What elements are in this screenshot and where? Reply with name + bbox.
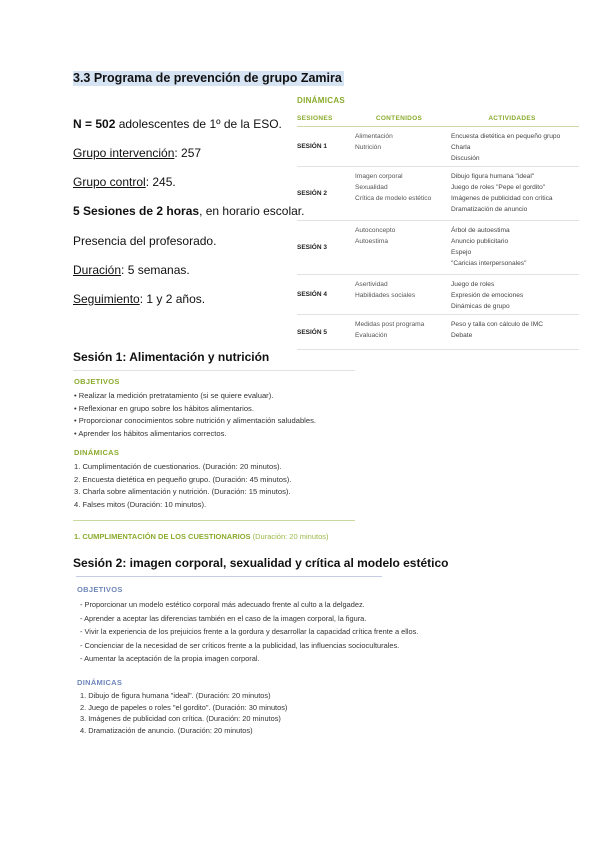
list-item: 3. Charla sobre alimentación y nutrición. (Duración: 15 minutos). bbox=[74, 487, 291, 496]
actividad-item: Anuncio publicitario bbox=[451, 238, 509, 245]
table-row bbox=[297, 127, 579, 167]
header-sesiones: SESIONES bbox=[297, 114, 333, 122]
actividades-cell bbox=[451, 275, 579, 314]
grupo-control-line bbox=[73, 175, 176, 190]
actividad-item: Juego de roles bbox=[451, 281, 495, 288]
sesion1-title: Sesión 1: Alimentación y nutrición bbox=[73, 350, 270, 364]
sesion2-title: Sesión 2: imagen corporal, sexualidad y crítica al modelo estético bbox=[73, 556, 449, 570]
seguimiento-value: : 1 y 2 años. bbox=[139, 292, 206, 306]
sesion1-objetivos-list bbox=[74, 390, 364, 440]
session-cell: SESIÓN 5 bbox=[297, 328, 327, 336]
contenido-item: Evaluación bbox=[355, 332, 388, 339]
actividad-item: Discusión bbox=[451, 155, 480, 162]
grupo-control-label: Grupo control bbox=[73, 175, 146, 189]
sesion1-green-divider bbox=[73, 520, 355, 521]
list-item: - Concienciar de la necesidad de ser críticos frente a la publicidad, las influencias socioculturales. bbox=[80, 640, 400, 650]
sesion1-divider bbox=[73, 370, 355, 371]
actividad-item: Expresión de emociones bbox=[451, 292, 524, 299]
sesion2-divider bbox=[76, 576, 382, 577]
actividad-item: Charla bbox=[451, 144, 471, 151]
n-rest: adolescentes de 1º de la ESO. bbox=[115, 117, 282, 131]
contenido-item: Autoestima bbox=[355, 238, 388, 245]
sesion1-dinamicas-label: DINÁMICAS bbox=[74, 448, 120, 457]
contenidos-cell bbox=[355, 315, 451, 349]
contenido-item: Asertividad bbox=[355, 281, 388, 288]
header-actividades: ACTIVIDADES bbox=[488, 114, 536, 122]
seguimiento-line bbox=[73, 292, 205, 307]
grupo-control-value: : 245. bbox=[145, 175, 176, 189]
duracion-value: : 5 semanas. bbox=[121, 263, 190, 277]
cuestionarios-duration: (Duración: 20 minutos) bbox=[250, 532, 329, 541]
sesion2-dinamicas-label: DINÁMICAS bbox=[77, 678, 123, 687]
sesiones-line bbox=[73, 204, 304, 219]
list-item: - Proporcionar un modelo estético corporal más adecuado frente al culto a la delgadez. bbox=[80, 600, 365, 609]
dinamicas-table-title: DINÁMICAS bbox=[297, 96, 346, 105]
list-item: • Realizar la medición pretratamiento (si se quiere evaluar). bbox=[74, 391, 274, 400]
header-contenidos: CONTENIDOS bbox=[375, 114, 423, 122]
dinamicas-table-header bbox=[297, 110, 579, 127]
table-row bbox=[297, 167, 579, 221]
cuestionarios-label: 1. CUMPLIMENTACIÓN DE LOS CUESTIONARIOS bbox=[74, 532, 251, 541]
actividad-item: "Caricias interpersonales" bbox=[451, 260, 527, 267]
list-item: • Proporcionar conocimientos sobre nutrición y alimentación saludables. bbox=[74, 416, 316, 425]
contenido-item: Imagen corporal bbox=[355, 173, 403, 180]
list-item: 1. Dibujo de figura humana "ideal". (Duración: 20 minutos) bbox=[80, 691, 271, 700]
list-item: 4. Falses mitos (Duración: 10 minutos). bbox=[74, 499, 207, 509]
contenido-item: Sexualidad bbox=[355, 184, 388, 191]
list-item: 2. Encuesta dietética en pequeño grupo. (Duración: 45 minutos). bbox=[74, 474, 292, 484]
sesion2-objetivos-list bbox=[80, 598, 420, 666]
list-item: - Aprender a aceptar las diferencias también en el caso de la imagen corporal, la figura. bbox=[80, 613, 367, 623]
list-item: 2. Juego de papeles o roles "el gordito". (Duración: 30 minutos) bbox=[80, 702, 288, 712]
duracion-line bbox=[73, 263, 190, 278]
grupo-intervencion-label: Grupo intervención bbox=[73, 146, 175, 160]
list-item: • Aprender los hábitos alimentarios correctos. bbox=[74, 428, 227, 438]
contenido-item: Medidas post programa bbox=[355, 321, 425, 328]
seguimiento-label: Seguimiento bbox=[73, 292, 140, 306]
grupo-intervencion-line bbox=[73, 146, 201, 161]
list-item: • Reflexionar en grupo sobre los hábitos alimentarios. bbox=[74, 403, 254, 413]
grupo-intervencion-value: : 257 bbox=[174, 146, 202, 160]
actividad-item: Árbol de autoestima bbox=[451, 227, 510, 234]
actividad-item: Encuesta dietética en pequeño grupo bbox=[451, 133, 561, 140]
duracion-label: Duración bbox=[73, 263, 122, 277]
actividad-item: Dibujo figura humana "ideal" bbox=[451, 173, 535, 180]
contenido-item: Crítica de modelo estético bbox=[355, 195, 432, 202]
dinamicas-table-body bbox=[297, 127, 579, 350]
actividad-item: Imágenes de publicidad con crítica bbox=[451, 195, 553, 202]
session-cell: SESIÓN 3 bbox=[297, 244, 327, 251]
table-row bbox=[297, 221, 579, 275]
dinamicas-table bbox=[297, 110, 579, 350]
sesiones-rest: , en horario escolar. bbox=[199, 204, 305, 218]
list-item: 4. Dramatización de anuncio. (Duración: 20 minutos) bbox=[80, 725, 253, 735]
actividades-cell bbox=[451, 315, 579, 349]
list-item: - Vivir la experiencia de los prejuicios frente a la gordura y desarrollar la capacidad crítica frente a ellos. bbox=[80, 627, 419, 636]
contenidos-cell bbox=[355, 167, 451, 220]
actividad-item: Dinámicas de grupo bbox=[451, 303, 510, 310]
sesion1-objetivos-label: OBJETIVOS bbox=[74, 377, 120, 386]
sesion2-dinamicas-list bbox=[80, 690, 380, 736]
presencia-line: Presencia del profesorado. bbox=[73, 234, 217, 248]
actividad-item: Espejo bbox=[451, 249, 472, 256]
cuestionarios-heading bbox=[74, 532, 329, 541]
list-item: - Aumentar la aceptación de la propia imagen corporal. bbox=[80, 654, 260, 663]
sesion1-dinamicas-list bbox=[74, 461, 364, 511]
table-row bbox=[297, 315, 579, 350]
actividades-cell bbox=[451, 167, 579, 220]
sesiones-bold: 5 Sesiones de 2 horas bbox=[73, 204, 200, 218]
sesion2-objetivos-label: OBJETIVOS bbox=[77, 585, 123, 594]
table-row bbox=[297, 275, 579, 315]
n-line bbox=[73, 117, 282, 132]
actividad-item: Peso y talla con cálculo de IMC bbox=[451, 321, 543, 328]
list-item: 3. Imágenes de publicidad con crítica. (Duración: 20 minutos) bbox=[80, 714, 281, 723]
contenido-item: Alimentación bbox=[355, 133, 393, 140]
contenido-item: Nutrición bbox=[355, 144, 382, 151]
session-cell: SESIÓN 1 bbox=[297, 143, 327, 150]
actividades-cell bbox=[451, 221, 579, 274]
n-label: N = 502 bbox=[73, 117, 116, 131]
actividad-item: Dramatización de anuncio bbox=[451, 206, 528, 213]
contenidos-cell bbox=[355, 221, 451, 274]
list-item: 1. Cumplimentación de cuestionarios. (Duración: 20 minutos). bbox=[74, 462, 282, 471]
contenidos-cell bbox=[355, 127, 451, 166]
session-cell: SESIÓN 4 bbox=[297, 291, 327, 298]
actividades-cell bbox=[451, 127, 579, 166]
actividad-item: Debate bbox=[451, 332, 473, 339]
session-cell: SESIÓN 2 bbox=[297, 190, 327, 197]
contenido-item: Habilidades sociales bbox=[355, 292, 416, 299]
section-title: 3.3 Programa de prevención de grupo Zamira bbox=[73, 71, 342, 85]
contenido-item: Autoconcepto bbox=[355, 227, 396, 234]
actividad-item: Juego de roles "Pepe el gordito" bbox=[451, 184, 546, 191]
contenidos-cell bbox=[355, 275, 451, 314]
